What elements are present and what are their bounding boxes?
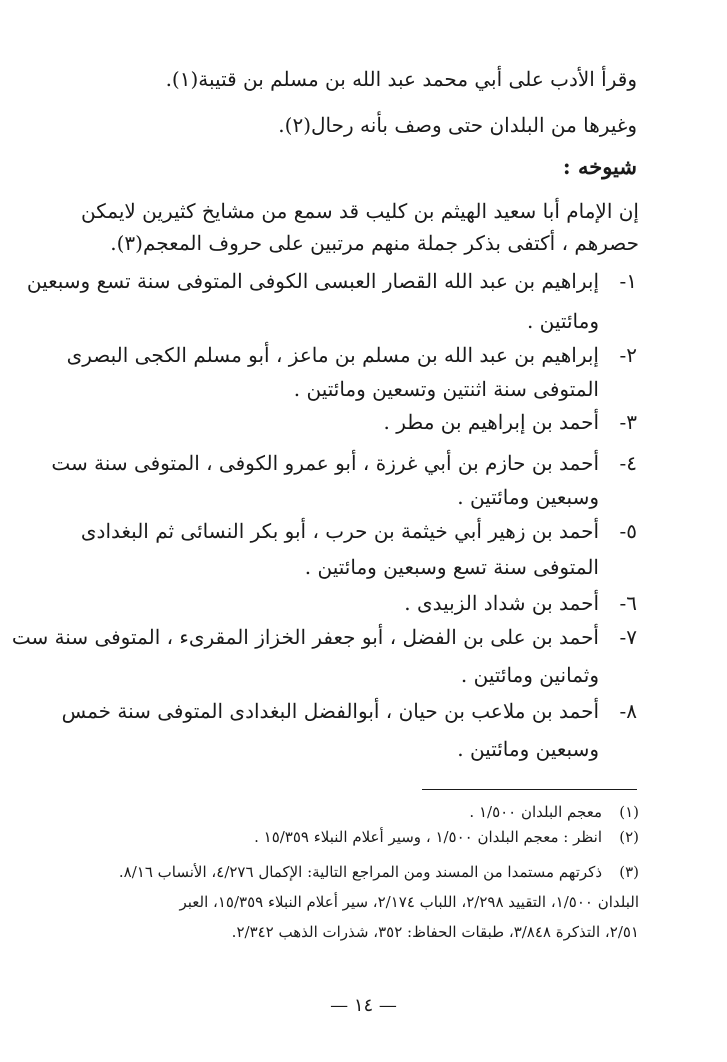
footnote-line: ذكرتهم مستمدا من المسند ومن المراجع التالية: الإكمال ٤/٢٧٦، الأنساب ٨/١٦. (118, 863, 602, 881)
footnote-number: (٢) (619, 828, 639, 846)
footnote-number: (٣) (619, 863, 639, 881)
list-item-number: ٧- (619, 625, 637, 649)
list-item-number: ٤- (619, 451, 637, 475)
list-item-number: ٨- (619, 699, 637, 723)
paragraph-line-2: حصرهم ، أكتفى بذكر جملة منهم مرتبين على حروف المعجم(٣). (110, 231, 639, 255)
list-item-line: وثمانين ومائتين . (460, 663, 599, 687)
list-item-line: أحمد بن ملاعب بن حيان ، أبوالفضل البغدادى المتوفى سنة خمس (61, 699, 599, 723)
list-item-number: ١- (619, 269, 637, 293)
list-item-line: وسبعين ومائتين . (457, 485, 599, 509)
footnote-line: انظر : معجم البلدان ١/٥٠٠ ، وسير أعلام النبلاء ١٥/٣٥٩ . (254, 828, 602, 846)
footnote-line: معجم البلدان ١/٥٠٠ . (469, 803, 602, 821)
footnote-line: ٢/٥١، التذكرة ٣/٨٤٨، طبقات الحفاظ: ٣٥٢، شذرات الذهب ٢/٣٤٢. (231, 923, 639, 941)
list-item-line: إبراهيم بن عبد الله القصار العبسى الكوفى المتوفى سنة تسع وسبعين (26, 269, 599, 293)
list-item-line: أحمد بن زهير أبي خيثمة بن حرب ، أبو بكر النسائى ثم البغدادى (80, 519, 599, 543)
footnote-divider (422, 789, 637, 790)
list-item-line: أحمد بن حازم بن أبي غرزة ، أبو عمرو الكوفى ، المتوفى سنة ست (51, 451, 599, 475)
list-item-number: ٦- (619, 591, 637, 615)
list-item-line: إبراهيم بن عبد الله بن مسلم بن ماعز ، أبو مسلم الكجى البصرى (66, 343, 599, 367)
list-item-line: وسبعين ومائتين . (457, 737, 599, 761)
list-item-line: أحمد بن على بن الفضل ، أبو جعفر الخزاز المقرىء ، المتوفى سنة ست (11, 625, 599, 649)
list-item-line: المتوفى سنة اثنتين وتسعين ومائتين . (293, 377, 599, 401)
intro-line-1: وقرأ الأدب على أبي محمد عبد الله بن مسلم بن قتيبة(١). (165, 67, 637, 91)
list-item-number: ٣- (619, 410, 637, 434)
list-item-number: ٥- (619, 519, 637, 543)
list-item-number: ٢- (619, 343, 637, 367)
paragraph-line-1: إن الإمام أبا سعيد الهيثم بن كليب قد سمع من مشايخ كثيرين لايمكن (80, 199, 639, 223)
footnote-number: (١) (619, 803, 639, 821)
intro-line-2: وغيرها من البلدان حتى وصف بأنه رحال(٢). (278, 113, 637, 137)
list-item-line: أحمد بن إبراهيم بن مطر . (383, 410, 599, 434)
section-title: شيوخه : (562, 154, 637, 179)
footnote-line: البلدان ١/٥٠٠، التقييد ٢/٢٩٨، اللباب ٢/١٧٤، سير أعلام النبلاء ١٥/٣٥٩، العبر (179, 893, 639, 911)
page-number: — ١٤ — (330, 995, 397, 1016)
list-item-line: ومائتين . (526, 309, 599, 333)
list-item-line: المتوفى سنة تسع وسبعين ومائتين . (304, 555, 599, 579)
list-item-line: أحمد بن شداد الزبيدى . (404, 591, 599, 615)
